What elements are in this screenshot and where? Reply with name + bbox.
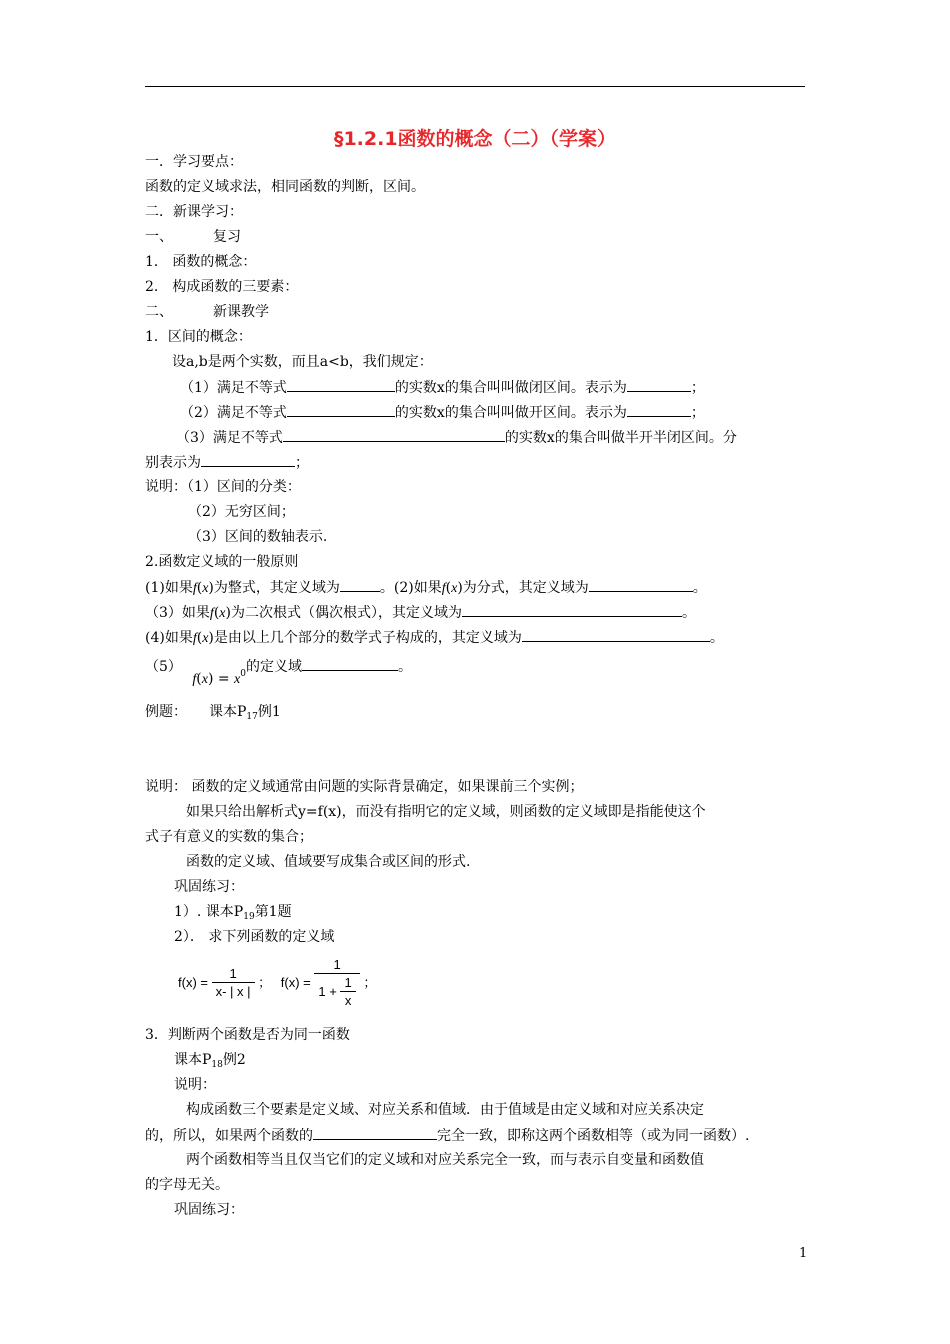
formula-1-denominator: x- | x | bbox=[212, 982, 255, 1000]
header-rule bbox=[145, 86, 805, 87]
section-3-ref bbox=[174, 1050, 246, 1075]
variable-symbol: x bbox=[202, 581, 209, 596]
punctuation: ； bbox=[690, 380, 705, 396]
punctuation: ； bbox=[363, 975, 377, 990]
note-item-1: （1）区间的分类： bbox=[187, 479, 301, 495]
interval-heading: 1．区间的概念： bbox=[145, 329, 252, 345]
punctuation: ； bbox=[258, 975, 272, 990]
formula-2-fraction bbox=[314, 956, 359, 1009]
domain-rule-1-prefix: (1)如果 bbox=[145, 580, 193, 596]
section-1-heading: 一．学习要点： bbox=[145, 154, 243, 170]
interval-open-text: 的实数x的集合叫叫做开区间。表示为 bbox=[394, 405, 627, 421]
explanation-4: 函数的定义域、值域要写成集合或区间的形式. bbox=[186, 854, 471, 870]
domain-rule-2-prefix: 。(2)如果 bbox=[379, 580, 442, 596]
fill-blank bbox=[589, 577, 693, 592]
section-3-ref-text: 课本P bbox=[174, 1052, 212, 1068]
domain-rule-3-text: 为二次根式（偶次根式），其定义域为 bbox=[230, 605, 462, 621]
practice-item-1-text: 1）. 课本P bbox=[174, 904, 244, 920]
example-line bbox=[145, 702, 281, 727]
practice-item-1 bbox=[174, 902, 292, 927]
formula-2-inner-numerator: 1 bbox=[344, 975, 352, 990]
interval-half-text: 的实数x的集合叫做半开半闭区间。分 bbox=[504, 430, 737, 446]
section-3-para-2b: 的字母无关。 bbox=[145, 1177, 229, 1193]
fill-blank bbox=[462, 602, 682, 617]
teaching-label: 新课教学 bbox=[213, 304, 269, 320]
formula-2-inner-fraction bbox=[340, 974, 355, 1009]
domain-rule-4-text: 是由以上几个部分的数学式子构成的，其定义域为 bbox=[213, 630, 522, 646]
interval-closed-prefix: （1）满足不等式 bbox=[180, 380, 287, 396]
function-symbol: f bbox=[192, 672, 197, 687]
formula-2-den-constant: 1 + bbox=[318, 984, 337, 999]
fill-blank bbox=[302, 656, 398, 671]
punctuation: 。 bbox=[709, 630, 724, 646]
explanation-1: 说明： 函数的定义域通常由问题的实际背景确定，如果课前三个实例； bbox=[145, 779, 584, 795]
section-3-para-1b-suffix: 完全一致，即称这两个函数相等（或为同一函数）. bbox=[437, 1128, 750, 1144]
page-title: §1.2.1函数的概念（二）（学案） bbox=[333, 128, 617, 150]
interval-half-cont-text: 别表示为 bbox=[145, 455, 201, 471]
section-3-para-1b-text: 的，所以，如果两个函数的 bbox=[145, 1128, 313, 1144]
section-3-para-1a: 构成函数三个要素是定义域、对应关系和值域．由于值域是由定义域和对应关系决定 bbox=[186, 1102, 704, 1118]
interval-note-2: （2）无穷区间； bbox=[188, 504, 295, 520]
fill-blank bbox=[283, 427, 505, 442]
punctuation: ； bbox=[690, 405, 705, 421]
function-symbol: f bbox=[192, 581, 197, 596]
interval-open-line bbox=[180, 402, 705, 423]
note-label: 说明： bbox=[145, 479, 187, 495]
formula-2-lhs: f(x) = bbox=[280, 975, 311, 990]
domain-rule-4: (4)如果f(x)是由以上几个部分的数学式子构成的，其定义域为 。 bbox=[145, 627, 724, 649]
variable-symbol: x bbox=[202, 631, 209, 646]
page-subscript: 18 bbox=[211, 1060, 223, 1070]
fill-blank bbox=[627, 377, 691, 392]
fill-blank bbox=[313, 1125, 437, 1140]
section-3-note: 说明： bbox=[174, 1077, 216, 1093]
punctuation: 。 bbox=[398, 659, 412, 675]
domain-rule-1-text: 为整式，其定义域为 bbox=[213, 580, 340, 596]
fill-blank bbox=[340, 577, 380, 592]
formula-2-denominator bbox=[314, 973, 359, 1009]
interval-note-3: （3）区间的数轴表示. bbox=[188, 529, 328, 545]
interval-half-prefix: （3）满足不等式 bbox=[176, 430, 283, 446]
explanation-3: 式子有意义的实数的集合； bbox=[145, 829, 313, 845]
punctuation: ； bbox=[295, 455, 309, 471]
interval-note-1 bbox=[145, 477, 301, 497]
practice-item-2: 2）． 求下列函数的定义域 bbox=[174, 929, 335, 945]
formula-2-inner-denominator: x bbox=[340, 991, 355, 1009]
review-label: 复习 bbox=[213, 229, 241, 245]
function-symbol: f bbox=[209, 606, 214, 621]
punctuation: 。 bbox=[681, 605, 696, 621]
domain-rule-5-prefix: （5） bbox=[145, 659, 182, 675]
explanation-2: 如果只给出解析式y=f(x)，而没有指明它的定义域，则函数的定义域即是指能使这个 bbox=[186, 804, 706, 820]
domain-rule-3-prefix: （3）如果 bbox=[145, 605, 210, 621]
teaching-number: 二、 bbox=[145, 304, 173, 320]
domain-rule-1-2: (1)如果f(x)为整式，其定义域为 。(2)如果f(x)为分式，其定义域为 。 bbox=[145, 577, 707, 599]
variable-symbol: x bbox=[451, 581, 458, 596]
variable-symbol: x bbox=[219, 606, 226, 621]
practice-heading: 巩固练习： bbox=[174, 879, 244, 895]
formula-2-numerator: 1 bbox=[333, 957, 341, 972]
review-number: 一、 bbox=[145, 229, 173, 245]
practice-item-1-suffix: 第1题 bbox=[254, 904, 292, 920]
section-3-ref-suffix: 例2 bbox=[222, 1052, 246, 1068]
interval-closed-text: 的实数x的集合叫叫做闭区间。表示为 bbox=[394, 380, 627, 396]
review-item-1: 1． 函数的概念： bbox=[145, 254, 257, 270]
fill-blank bbox=[201, 452, 295, 467]
domain-rule-4-prefix: (4)如果 bbox=[145, 630, 193, 646]
section-3-practice: 巩固练习： bbox=[174, 1202, 244, 1218]
example-ref: 课本P bbox=[209, 704, 247, 720]
example-label: 例题： bbox=[145, 704, 187, 720]
variable-symbol: x bbox=[201, 672, 208, 687]
fill-blank bbox=[287, 377, 395, 392]
power-formula: $f(x) = x^0$ bbox=[192, 669, 246, 687]
domain-rule-5-text: 的定义域 bbox=[246, 659, 302, 675]
section-2-heading: 二．新课学习： bbox=[145, 204, 243, 220]
domain-heading: 2.函数定义域的一般原则 bbox=[145, 554, 299, 570]
interval-intro: 设a,b是两个实数，而且a<b，我们规定： bbox=[172, 354, 433, 370]
domain-rule-2-text: 为分式，其定义域为 bbox=[462, 580, 589, 596]
page-number: 1 bbox=[799, 1246, 808, 1261]
function-symbol: f bbox=[441, 581, 446, 596]
example-ref-suffix: 例1 bbox=[257, 704, 281, 720]
function-symbol: f bbox=[192, 631, 197, 646]
teaching-heading bbox=[145, 302, 269, 322]
review-heading bbox=[145, 227, 241, 247]
formula-1-lhs: f(x) = bbox=[178, 975, 208, 990]
fill-blank bbox=[522, 627, 710, 642]
section-3-para-2a: 两个函数相等当且仅当它们的定义域和对应关系完全一致，而与表示自变量和函数值 bbox=[186, 1152, 704, 1168]
variable-symbol: x bbox=[234, 672, 241, 687]
section-3-heading: 3．判断两个函数是否为同一函数 bbox=[145, 1027, 350, 1043]
exercise-formulas bbox=[178, 956, 376, 1009]
fill-blank bbox=[627, 402, 691, 417]
interval-half-cont bbox=[145, 452, 309, 473]
interval-open-prefix: （2）满足不等式 bbox=[180, 405, 287, 421]
interval-half-line bbox=[176, 427, 737, 448]
review-item-2: 2． 构成函数的三要素： bbox=[145, 279, 299, 295]
page-subscript: 19 bbox=[243, 912, 255, 922]
interval-closed-line bbox=[180, 377, 705, 398]
page-subscript: 17 bbox=[246, 712, 258, 722]
domain-rule-3: （3）如果f(x)为二次根式（偶次根式），其定义域为 。 bbox=[145, 602, 696, 624]
punctuation: 。 bbox=[692, 580, 707, 596]
formula-1-fraction bbox=[212, 965, 255, 1000]
formula-1-numerator: 1 bbox=[229, 966, 237, 981]
domain-rule-5 bbox=[145, 652, 412, 687]
section-3-para-1b bbox=[145, 1125, 749, 1146]
section-1-text: 函数的定义域求法，相同函数的判断，区间。 bbox=[145, 179, 425, 195]
fill-blank bbox=[287, 402, 395, 417]
exponent: 0 bbox=[240, 669, 246, 679]
